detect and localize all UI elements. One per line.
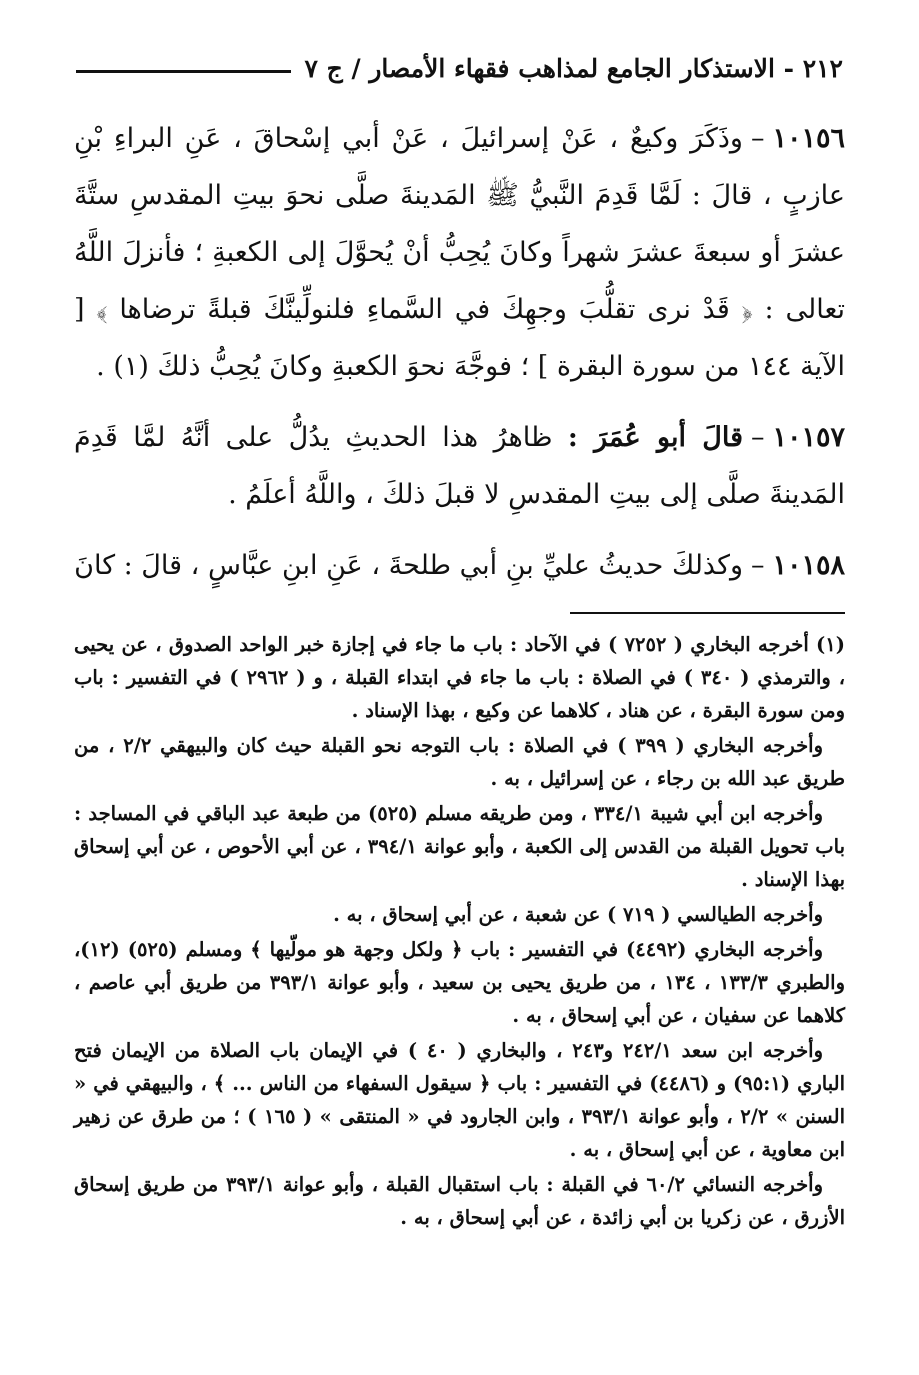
paragraph-text: وذَكَرَ وكيعٌ ، عَنْ إسرائيلَ ، عَنْ أبي إسْحاقَ ، عَنِ البراءِ بْنِ عازبٍ ، قالَ : لَمَّا قَدِمَ النَّبيُّ ﷺ المَدينةَ صلَّى نحوَ بيتِ المقدسِ ستَّةَ عشرَ أو سبعةَ عشرَ شهراً وكانَ يُحِبُّ أنْ يُحوَّلَ إلى الكعبةِ ؛ فأنزلَ اللَّهُ تعالى : ﴿ قَدْ نرى تقلُّبَ وجهِكَ في السَّماءِ فلنولِّينَّكَ قبلةً ترضاها ﴾ [ الآية ١٤٤ من سورة البقرة ] ؛ فوجَّهَ نحوَ الكعبةِ وكانَ يُحِبُّ ذلكَ (١) . [74, 123, 845, 382]
paragraph-lead: قالَ أبو عُمَرَ : [567, 422, 743, 453]
paragraph-text: ظاهرُ هذا الحديثِ يدُلُّ على أنَّهُ لمَّا قَدِمَ المَدينةَ صلَّى إلى بيتِ المقدسِ لا قبلَ ذلكَ ، واللَّهُ أعلَمُ . [74, 422, 845, 510]
paragraph-10157 [74, 409, 845, 523]
main-text [74, 110, 845, 608]
paragraph-separator: – [751, 422, 765, 453]
header-title: ٢١٢ - الاستذكار الجامع لمذاهب فقهاء الأمصار / ج ٧ [304, 53, 843, 83]
paragraph-separator: – [750, 123, 765, 154]
paragraph-number: ١٠١٥٨ [772, 550, 845, 581]
footnote-paragraph: وأخرجه الطيالسي ( ٧١٩ ) عن شعبة ، عن أبي إسحاق ، به . [333, 903, 823, 926]
footnote-paragraph: وأخرجه النسائي ٦٠/٢ في القبلة : باب استقبال القبلة ، وأبو عوانة ٣٩٣/١ من طريق إسحاق الأزرق ، عن زكريا بن أبي زائدة ، عن أبي إسحاق ، به . [74, 1173, 845, 1229]
footnote-paragraph: وأخرجه البخاري ( ٣٩٩ ) في الصلاة : باب التوجه نحو القبلة حيث كان والبيهقي ٢/٢ ، من طريق عبد الله بن رجاء ، عن إسرائيل ، به . [74, 734, 845, 790]
paragraph-separator: – [750, 550, 765, 581]
footnote-paragraph: وأخرجه ابن أبي شيبة ٣٣٤/١ ، ومن طريقه مسلم (٥٢٥) من طبعة عبد الباقي في المساجد : باب تحويل القبلة من القدس إلى الكعبة ، وأبو عوانة ٣٩٤/١ ، عن أبي الأحوص ، عن أبي إسحاق بهذا الإسناد . [74, 802, 845, 891]
header-rule [76, 70, 291, 73]
footnote-separator-rule [570, 612, 845, 614]
footnote-paragraph: وأخرجه البخاري (٤٤٩٢) في التفسير : باب ﴿ ولكل وجهة هو مولّيها ﴾ ومسلم (٥٢٥) (١٢)، والطبري ١٣٣/٣ ، ١٣٤ ، من طريق يحيى بن سعيد ، وأبو عوانة ٣٩٣/١ من طريق أبي عاصم ، كلاهما عن سفيان ، عن أبي إسحاق ، به . [74, 938, 846, 1027]
paragraph-number: ١٠١٥٦ [772, 123, 845, 154]
running-header [76, 48, 843, 88]
paragraph-10156 [74, 110, 845, 395]
footnotes [74, 628, 845, 1236]
footnote-paragraph: وأخرجه ابن سعد ٢٤٢/١ و٢٤٣ ، والبخاري ( ٤٠ ) في الإيمان باب الصلاة من الإيمان فتح الباري (٩٥:١) و (٤٤٨٦) في التفسير : باب ﴿ سيقول السفهاء من الناس ... ﴾ ، والبيهقي في « السنن » ٢/٢ ، وأبو عوانة ٣٩٣/١ ، وابن الجارود في « المنتقى » ( ١٦٥ ) ؛ من طرق عن زهير ابن معاوية ، عن أبي إسحاق ، به . [74, 1039, 846, 1161]
paragraph-text: وكذلكَ حديثُ عليِّ بنِ أبي طلحةَ ، عَنِ ابنِ عبَّاسٍ ، قالَ : كانَ [74, 550, 743, 581]
paragraph-10158 [74, 537, 845, 594]
footnote-1: (١) أخرجه البخاري ( ٧٢٥٢ ) في الآحاد : باب ما جاء في إجازة خبر الواحد الصدوق ، عن يحيى ، والترمذي ( ٣٤٠ ) في الصلاة : باب ما جاء في ابتداء القبلة ، و ( ٢٩٦٢ ) في التفسير : باب ومن سورة البقرة ، عن هناد ، كلاهما عن وكيع ، بهذا الإسناد . [74, 633, 845, 722]
paragraph-number: ١٠١٥٧ [772, 422, 846, 453]
